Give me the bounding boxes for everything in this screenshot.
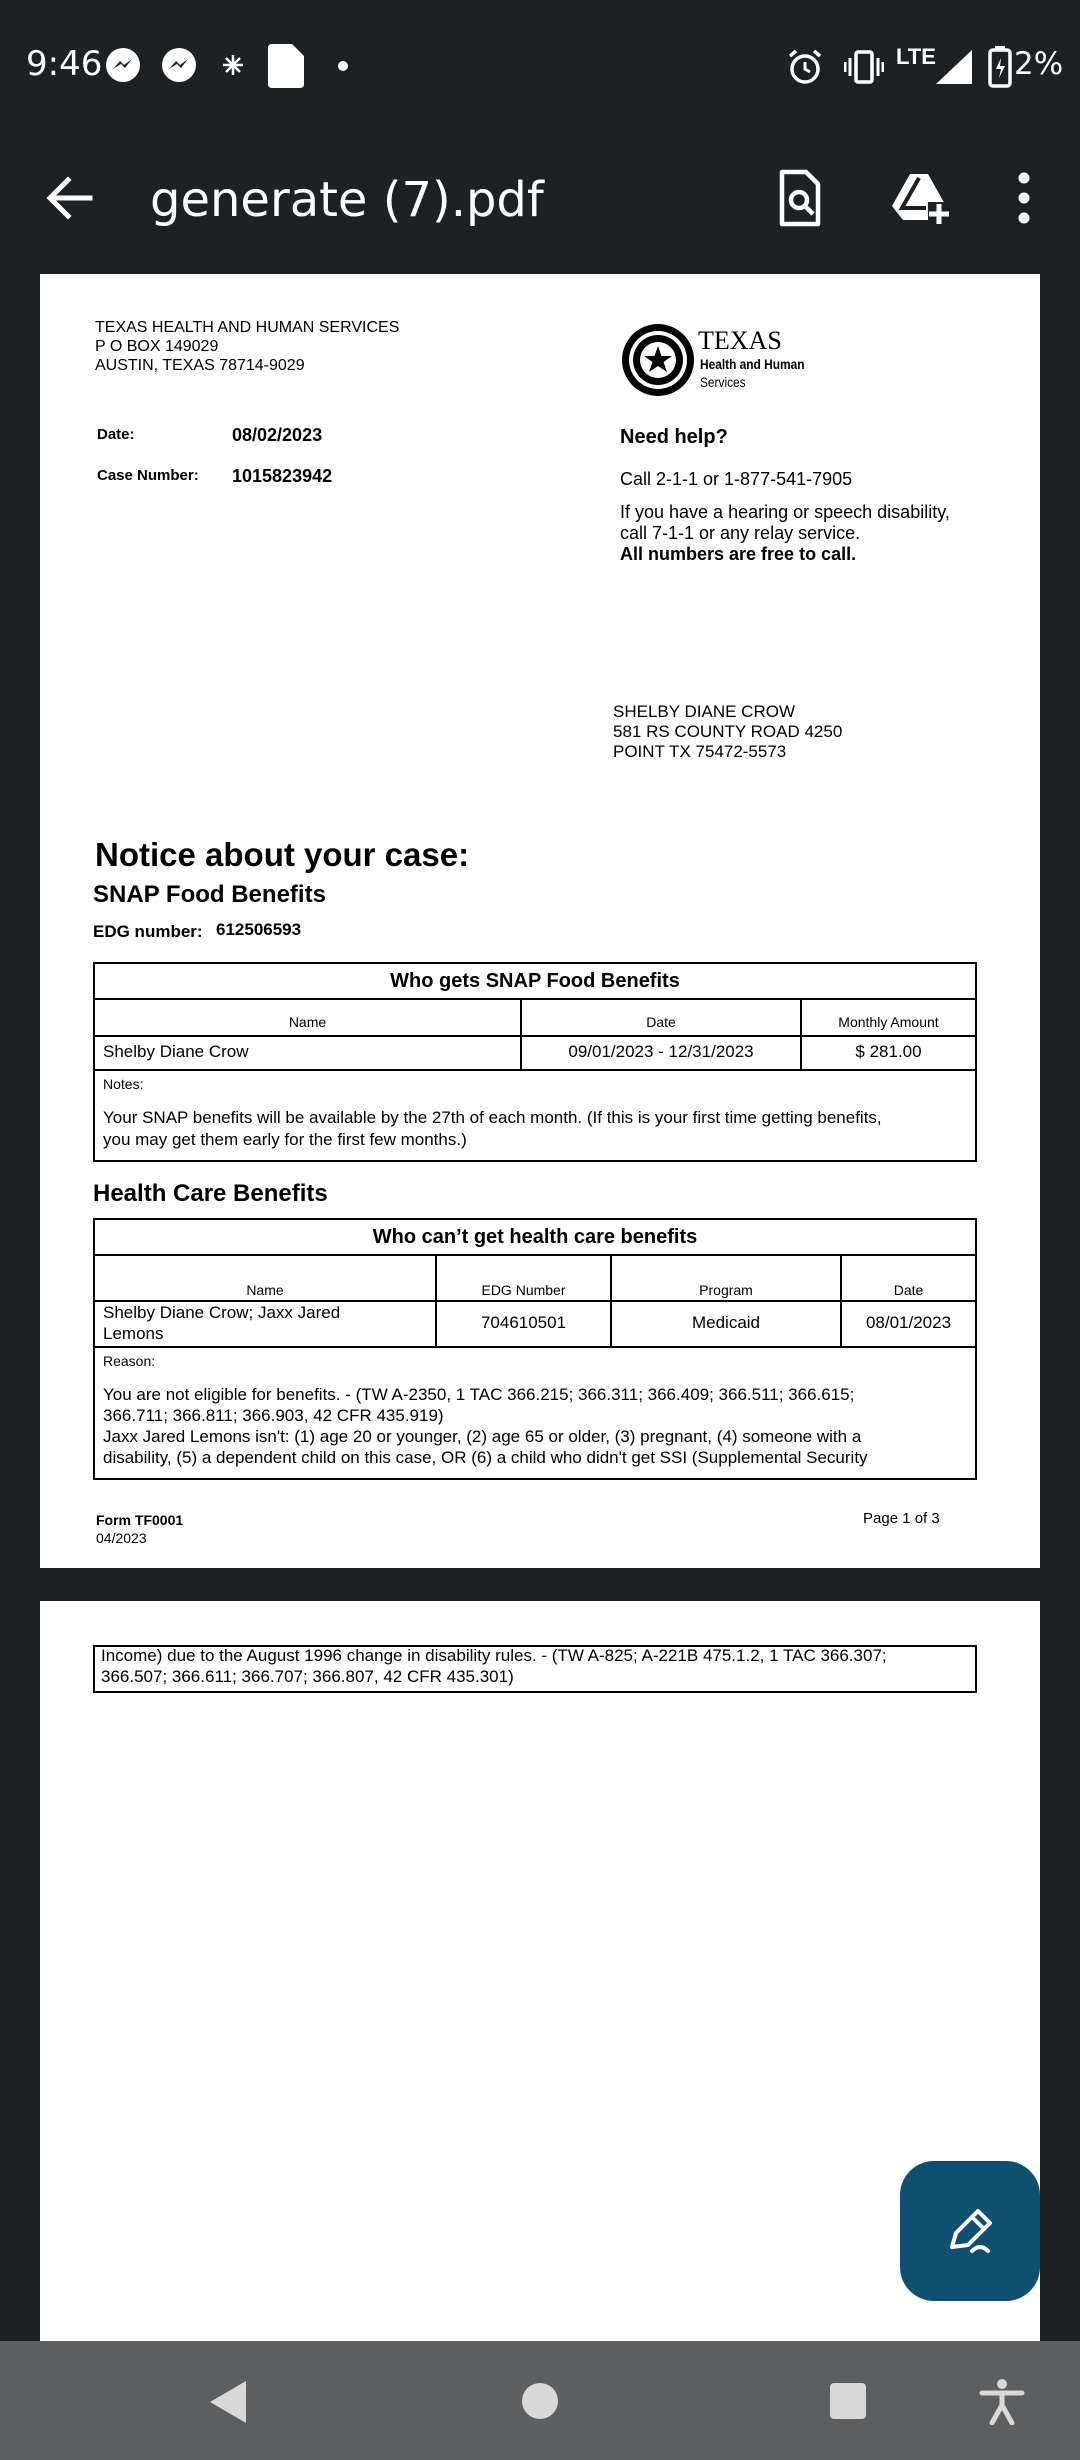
- health-row-program: Medicaid: [691, 1313, 761, 1332]
- col-name: Name: [246, 1282, 284, 1298]
- back-arrow-icon[interactable]: [40, 168, 100, 228]
- snap-heading: SNAP Food Benefits: [93, 881, 326, 908]
- reason-line-3: Jaxx Jared Lemons isn't: (1) age 20 or younger, (2) age 65 or older, (3) pregnant, (4) someone with a: [103, 1427, 862, 1446]
- help-hearing-2: call 7-1-1 or any relay service.: [620, 523, 861, 543]
- case-number-label: Case Number:: [97, 467, 199, 484]
- nav-home-icon[interactable]: [520, 2381, 560, 2421]
- health-row-name-2: Lemons: [103, 1324, 164, 1343]
- health-table: [93, 1218, 977, 1480]
- case-number-value: 1015823942: [232, 466, 333, 486]
- reason-text: [103, 1384, 868, 1468]
- help-hearing-1: If you have a hearing or speech disability,: [620, 502, 950, 522]
- alarm-icon: [786, 48, 824, 86]
- find-in-document-icon[interactable]: [768, 166, 832, 230]
- reason-continued-box: [93, 1645, 977, 1693]
- recipient-city: POINT TX 75472-5573: [613, 742, 787, 761]
- help-call: Call 2-1-1 or 1-877-541-7905: [620, 469, 853, 489]
- notes-line-2: you may get them early for the first few months.): [103, 1130, 467, 1149]
- signal-icon: [934, 48, 974, 86]
- col-date: Date: [893, 1282, 924, 1298]
- annotate-button[interactable]: [900, 2161, 1040, 2301]
- snap-row-date: 09/01/2023 - 12/31/2023: [568, 1042, 754, 1061]
- agency-name: TEXAS HEALTH AND HUMAN SERVICES: [95, 319, 400, 336]
- reason-label: Reason:: [103, 1353, 156, 1369]
- form-label: Form TF0001: [96, 1512, 184, 1528]
- health-table-title: Who can’t get health care benefits: [372, 1226, 698, 1248]
- file-icon: [268, 44, 304, 88]
- vibrate-icon: [844, 50, 884, 84]
- notes-label: Notes:: [103, 1076, 144, 1092]
- status-time: 9:46: [26, 44, 103, 84]
- help-free: All numbers are free to call.: [620, 544, 857, 564]
- texas-seal-icon: [620, 322, 696, 398]
- status-bar: [0, 0, 1080, 132]
- page-number: Page 1 of 3: [863, 1510, 940, 1527]
- pdf-page-2: [40, 1601, 1040, 2341]
- nav-back-icon[interactable]: [206, 2379, 250, 2425]
- more-options-icon[interactable]: [992, 166, 1056, 230]
- recipient-street: 581 RS COUNTY ROAD 4250: [613, 722, 843, 741]
- help-title: Need help?: [620, 426, 728, 448]
- col-edg-number: EDG Number: [481, 1282, 566, 1298]
- reason-line-2: 366.711; 366.811; 366.903, 42 CFR 435.919): [103, 1406, 444, 1425]
- reason-line-4: disability, (5) a dependent child on this case, OR (6) a child who didn't get SSI (Supplemental Security: [103, 1448, 868, 1467]
- network-type: LTE: [896, 44, 936, 69]
- pdf-page-1: [40, 274, 1040, 1568]
- health-row-name: [103, 1302, 340, 1344]
- logo-subtitle-2: Services: [700, 374, 746, 390]
- hhs-logo: [620, 322, 820, 398]
- agency-address: [95, 318, 399, 375]
- document-title: generate (7).pdf: [150, 172, 544, 228]
- messenger-icon: [104, 46, 142, 84]
- snap-row-amount: $ 281.00: [855, 1042, 922, 1061]
- recipient-address: [613, 702, 842, 762]
- date-label: Date:: [97, 426, 135, 443]
- col-monthly-amount: Monthly Amount: [838, 1014, 939, 1030]
- accessibility-icon[interactable]: [978, 2377, 1026, 2425]
- reason-line-1: You are not eligible for benefits. - (TW A-2350, 1 TAC 366.215; 366.311; 366.409; 366.511; 366.615;: [103, 1385, 855, 1404]
- health-row-edg: 704610501: [480, 1313, 567, 1332]
- edit-pen-icon: [942, 2203, 998, 2259]
- col-name: Name: [288, 1014, 327, 1030]
- notice-title: Notice about your case:: [95, 836, 470, 873]
- battery-level: 2%: [1014, 46, 1064, 82]
- nav-recents-icon[interactable]: [828, 2381, 868, 2421]
- add-to-drive-icon[interactable]: [888, 166, 952, 230]
- agency-pobox: P O BOX 149029: [95, 338, 219, 355]
- battery-icon: [988, 46, 1012, 88]
- reason-continued-line-1: Income) due to the August 1996 change in disability rules. - (TW A-825; A-221B 475.1.2, 1 TAC 366.307;: [101, 1646, 887, 1665]
- snap-table: [93, 962, 977, 1162]
- snap-table-title: Who gets SNAP Food Benefits: [390, 970, 680, 992]
- date-value: 08/02/2023: [232, 425, 323, 445]
- dot-icon: [337, 60, 349, 72]
- system-navigation-bar: [0, 2341, 1080, 2460]
- recipient-name: SHELBY DIANE CROW: [613, 702, 796, 721]
- form-date: 04/2023: [96, 1530, 147, 1546]
- col-date: Date: [646, 1014, 676, 1030]
- agency-city: AUSTIN, TEXAS 78714-9029: [95, 357, 305, 374]
- logo-subtitle-1: Health and Human: [700, 356, 805, 372]
- messenger-icon: [160, 46, 198, 84]
- snap-row-name: Shelby Diane Crow: [103, 1042, 249, 1061]
- app-bar: [0, 132, 1080, 268]
- health-heading: Health Care Benefits: [93, 1180, 328, 1207]
- col-program: Program: [699, 1282, 753, 1298]
- health-row-name-1: Shelby Diane Crow; Jaxx Jared: [103, 1303, 341, 1322]
- reason-continued-line-2: 366.507; 366.611; 366.707; 366.807, 42 CFR 435.301): [101, 1667, 514, 1686]
- edg-label: EDG number:: [93, 922, 203, 941]
- sparkle-icon: [222, 54, 244, 76]
- logo-title: TEXAS: [698, 326, 782, 355]
- notes-line-1: Your SNAP benefits will be available by the 27th of each month. (If this is your first time getting benefits,: [103, 1108, 882, 1127]
- health-row-date: 08/01/2023: [865, 1313, 952, 1332]
- reason-continued-text: [101, 1645, 887, 1687]
- edg-value: 612506593: [216, 920, 302, 939]
